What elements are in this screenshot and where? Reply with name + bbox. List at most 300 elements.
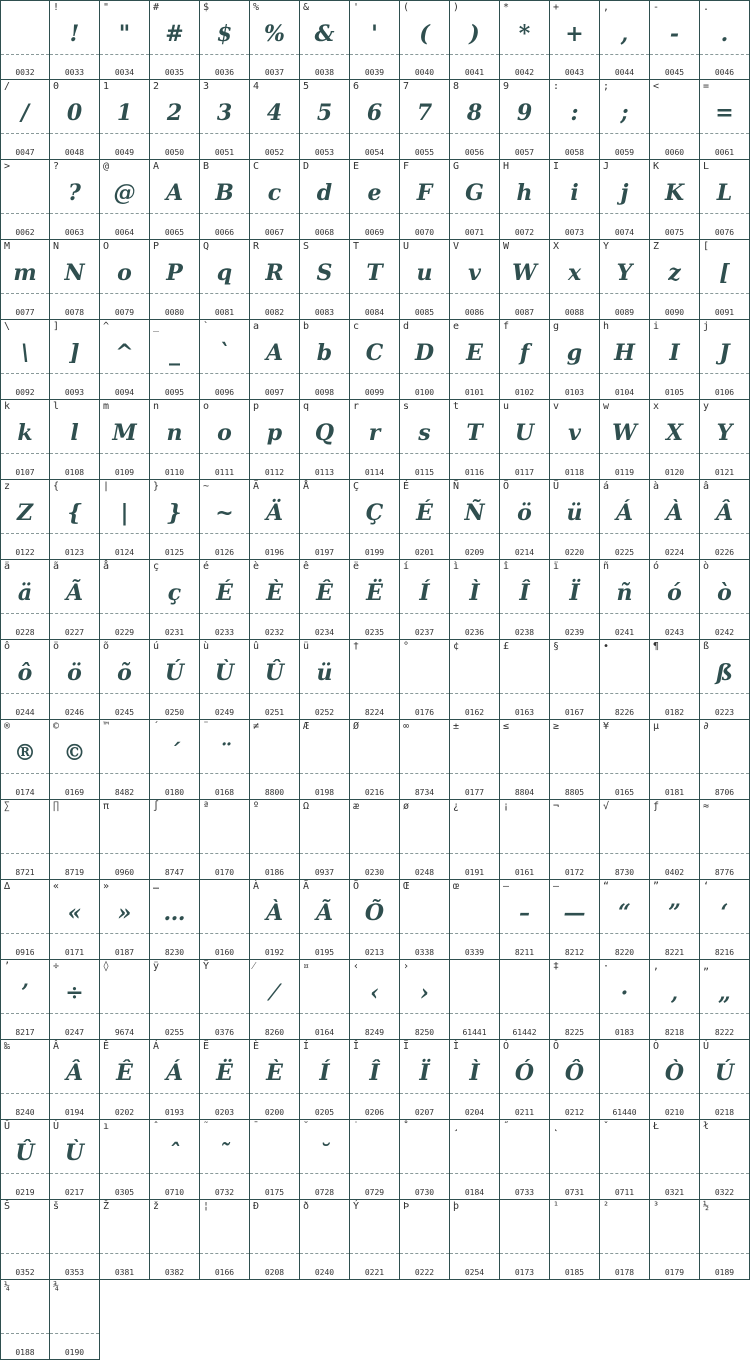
glyph-cell[interactable] [350, 1120, 400, 1200]
baseline-guide [150, 853, 199, 854]
glyph-cell[interactable] [0, 80, 50, 160]
glyph-cell[interactable] [200, 480, 250, 560]
glyph-cell[interactable] [400, 400, 450, 480]
glyph-cell[interactable] [450, 1120, 500, 1200]
baseline-guide [100, 933, 149, 934]
glyph-cell[interactable] [100, 80, 150, 160]
glyph-cell[interactable] [200, 560, 250, 640]
glyph-cell[interactable] [450, 800, 500, 880]
glyph-cell[interactable] [100, 960, 150, 1040]
glyph-cell[interactable] [250, 880, 300, 960]
glyph-cell[interactable] [300, 960, 350, 1040]
glyph-cell[interactable] [700, 320, 750, 400]
glyph-cell[interactable] [500, 480, 550, 560]
glyph-cell[interactable] [500, 640, 550, 720]
glyph-cell[interactable] [550, 240, 600, 320]
glyph-cell[interactable] [400, 160, 450, 240]
glyph-cell[interactable] [50, 240, 100, 320]
glyph-cell[interactable] [200, 640, 250, 720]
glyph-cell[interactable] [600, 800, 650, 880]
glyph-cell[interactable] [600, 640, 650, 720]
baseline-guide [500, 693, 549, 694]
glyph-cell[interactable] [450, 0, 500, 80]
glyph-cell[interactable] [650, 720, 700, 800]
glyph-cell[interactable] [550, 400, 600, 480]
glyph-cell[interactable] [300, 800, 350, 880]
glyph-cell[interactable] [300, 320, 350, 400]
glyph-cell[interactable] [50, 1280, 100, 1360]
glyph-cell[interactable] [350, 560, 400, 640]
glyph-cell[interactable] [650, 880, 700, 960]
glyph-cell[interactable] [350, 480, 400, 560]
glyph-cell[interactable] [250, 960, 300, 1040]
glyph-cell[interactable] [350, 720, 400, 800]
glyph-cell[interactable] [150, 80, 200, 160]
glyph-cell[interactable] [150, 800, 200, 880]
glyph-cell[interactable] [400, 880, 450, 960]
glyph-cell[interactable] [50, 640, 100, 720]
glyph-cell[interactable] [200, 960, 250, 1040]
baseline-guide [150, 1173, 199, 1174]
glyph-cell[interactable] [700, 720, 750, 800]
character-label: ! [53, 2, 60, 13]
glyph-cell[interactable] [50, 480, 100, 560]
character-label: K [653, 161, 660, 172]
glyph-cell[interactable] [50, 1200, 100, 1280]
glyph-cell[interactable] [450, 400, 500, 480]
glyph-cell[interactable] [550, 800, 600, 880]
glyph-cell[interactable] [250, 480, 300, 560]
glyph-cell[interactable] [600, 1040, 650, 1120]
glyph-cell[interactable] [550, 160, 600, 240]
glyph-cell[interactable] [250, 240, 300, 320]
glyph-cell[interactable] [250, 1040, 300, 1120]
glyph-sample: A [165, 180, 184, 206]
glyph-cell[interactable] [50, 880, 100, 960]
glyph-cell[interactable] [700, 640, 750, 720]
glyph-cell[interactable] [700, 1040, 750, 1120]
glyph-cell[interactable] [50, 1040, 100, 1120]
glyph-cell[interactable] [650, 320, 700, 400]
glyph-cell[interactable] [650, 0, 700, 80]
glyph-cell[interactable] [50, 960, 100, 1040]
glyph-cell[interactable] [150, 720, 200, 800]
glyph-cell[interactable] [150, 160, 200, 240]
baseline-guide [450, 773, 499, 774]
glyph-cell[interactable] [600, 160, 650, 240]
character-code: 0181 [664, 788, 685, 797]
glyph-cell[interactable] [700, 0, 750, 80]
character-code: 0077 [15, 308, 35, 317]
character-label: 4 [253, 81, 260, 92]
glyph-cell[interactable] [0, 1200, 50, 1280]
glyph-cell[interactable] [300, 240, 350, 320]
glyph-cell[interactable] [250, 0, 300, 80]
glyph-cell[interactable] [650, 160, 700, 240]
glyph-cell[interactable] [150, 320, 200, 400]
glyph-cell[interactable] [500, 800, 550, 880]
glyph-cell[interactable] [500, 1200, 550, 1280]
glyph-cell[interactable] [0, 480, 50, 560]
glyph-cell[interactable] [100, 480, 150, 560]
glyph-cell[interactable] [100, 0, 150, 80]
glyph-cell[interactable] [200, 240, 250, 320]
glyph-cell[interactable] [400, 560, 450, 640]
glyph-cell[interactable] [550, 1120, 600, 1200]
glyph-cell[interactable] [650, 960, 700, 1040]
glyph-cell[interactable] [600, 560, 650, 640]
glyph-cell[interactable] [600, 1120, 650, 1200]
glyph-cell[interactable] [100, 1040, 150, 1120]
glyph-cell[interactable] [300, 160, 350, 240]
glyph-cell[interactable] [150, 1200, 200, 1280]
glyph-cell[interactable] [500, 720, 550, 800]
glyph-cell[interactable] [350, 0, 400, 80]
glyph-cell[interactable] [300, 880, 350, 960]
glyph-cell[interactable] [100, 320, 150, 400]
character-label: Š [4, 1201, 11, 1212]
character-code: 0209 [464, 548, 485, 557]
glyph-cell[interactable] [100, 1120, 150, 1200]
character-label: Ž [103, 1201, 110, 1212]
glyph-cell[interactable] [0, 560, 50, 640]
glyph-cell[interactable] [400, 640, 450, 720]
glyph-cell[interactable] [50, 800, 100, 880]
glyph-cell[interactable] [600, 240, 650, 320]
character-label: r [353, 401, 360, 412]
glyph-cell[interactable] [250, 80, 300, 160]
glyph-cell[interactable] [550, 0, 600, 80]
glyph-cell[interactable] [250, 1120, 300, 1200]
glyph-cell[interactable] [700, 160, 750, 240]
glyph-cell[interactable] [300, 480, 350, 560]
glyph-cell[interactable] [500, 320, 550, 400]
character-label: Q [203, 241, 210, 252]
character-code: 0220 [564, 548, 585, 557]
glyph-cell[interactable] [100, 560, 150, 640]
glyph-sample: = [715, 100, 734, 126]
glyph-cell[interactable] [700, 800, 750, 880]
glyph-cell[interactable] [700, 960, 750, 1040]
glyph-cell[interactable] [650, 240, 700, 320]
glyph-cell[interactable] [200, 880, 250, 960]
glyph-cell[interactable] [150, 240, 200, 320]
glyph-cell[interactable] [400, 1120, 450, 1200]
glyph-cell[interactable] [700, 880, 750, 960]
glyph-cell[interactable] [350, 1040, 400, 1120]
glyph-sample: k [17, 420, 33, 446]
glyph-cell[interactable] [300, 0, 350, 80]
glyph-cell[interactable] [700, 1120, 750, 1200]
glyph-cell[interactable] [400, 800, 450, 880]
glyph-cell[interactable] [50, 400, 100, 480]
glyph-cell[interactable] [50, 1120, 100, 1200]
character-code: 0085 [414, 308, 435, 317]
glyph-cell[interactable] [200, 400, 250, 480]
glyph-cell[interactable] [550, 720, 600, 800]
glyph-cell[interactable] [0, 240, 50, 320]
glyph-cell[interactable] [250, 1200, 300, 1280]
baseline-guide [500, 1013, 549, 1014]
glyph-cell[interactable] [0, 640, 50, 720]
baseline-guide [50, 54, 99, 55]
glyph-cell[interactable] [100, 400, 150, 480]
glyph-cell[interactable] [300, 80, 350, 160]
glyph-cell[interactable] [700, 80, 750, 160]
glyph-cell[interactable] [500, 1120, 550, 1200]
glyph-cell[interactable] [200, 0, 250, 80]
character-code: 0162 [464, 708, 485, 717]
glyph-cell[interactable] [150, 960, 200, 1040]
character-code: 0232 [264, 628, 285, 637]
glyph-cell[interactable] [450, 880, 500, 960]
glyph-cell[interactable] [0, 320, 50, 400]
glyph-cell[interactable] [150, 1040, 200, 1120]
glyph-cell[interactable] [0, 0, 50, 80]
glyph-cell[interactable] [700, 560, 750, 640]
glyph-sample: Ë [366, 580, 383, 606]
character-code: 0254 [464, 1268, 485, 1277]
glyph-cell[interactable] [100, 160, 150, 240]
glyph-cell[interactable] [500, 880, 550, 960]
glyph-cell[interactable] [400, 80, 450, 160]
glyph-cell[interactable] [550, 1040, 600, 1120]
glyph-cell[interactable] [700, 1200, 750, 1280]
glyph-cell[interactable] [550, 320, 600, 400]
glyph-cell[interactable] [150, 400, 200, 480]
glyph-cell[interactable] [250, 320, 300, 400]
glyph-cell[interactable] [550, 80, 600, 160]
glyph-cell[interactable] [350, 960, 400, 1040]
glyph-cell[interactable] [400, 1040, 450, 1120]
character-code: 0195 [314, 948, 335, 957]
glyph-cell[interactable] [150, 1120, 200, 1200]
glyph-cell[interactable] [150, 640, 200, 720]
glyph-cell[interactable] [600, 80, 650, 160]
glyph-cell[interactable] [650, 640, 700, 720]
glyph-cell[interactable] [650, 800, 700, 880]
glyph-cell[interactable] [50, 560, 100, 640]
glyph-cell[interactable] [0, 400, 50, 480]
glyph-cell[interactable] [400, 0, 450, 80]
glyph-cell[interactable] [600, 960, 650, 1040]
glyph-cell[interactable] [650, 1200, 700, 1280]
baseline-guide [300, 853, 349, 854]
glyph-cell[interactable] [50, 320, 100, 400]
glyph-cell[interactable] [150, 480, 200, 560]
character-label: & [303, 2, 310, 13]
glyph-cell[interactable] [300, 720, 350, 800]
character-label: Ö [503, 481, 510, 492]
glyph-cell[interactable] [350, 80, 400, 160]
glyph-cell[interactable] [300, 560, 350, 640]
glyph-cell[interactable] [200, 1200, 250, 1280]
glyph-cell[interactable] [150, 0, 200, 80]
glyph-cell[interactable] [300, 1200, 350, 1280]
glyph-cell[interactable] [300, 1120, 350, 1200]
glyph-cell[interactable] [650, 80, 700, 160]
glyph-cell[interactable] [0, 960, 50, 1040]
glyph-cell[interactable] [350, 1200, 400, 1280]
glyph-cell[interactable] [300, 400, 350, 480]
glyph-cell[interactable] [300, 1040, 350, 1120]
glyph-cell[interactable] [350, 880, 400, 960]
glyph-cell[interactable] [0, 1120, 50, 1200]
glyph-cell[interactable] [350, 240, 400, 320]
character-code: 0203 [214, 1108, 235, 1117]
glyph-cell[interactable] [650, 1040, 700, 1120]
glyph-cell[interactable] [600, 320, 650, 400]
baseline-guide [350, 453, 399, 454]
character-code: 0227 [64, 628, 85, 637]
character-code: 0226 [714, 548, 735, 557]
glyph-cell[interactable] [550, 960, 600, 1040]
glyph-cell[interactable] [600, 1200, 650, 1280]
glyph-cell[interactable] [250, 800, 300, 880]
glyph-cell[interactable] [500, 1040, 550, 1120]
glyph-cell[interactable] [450, 320, 500, 400]
glyph-cell[interactable] [450, 160, 500, 240]
character-code: 8747 [164, 868, 185, 877]
glyph-cell[interactable] [200, 1120, 250, 1200]
glyph-sample: s [418, 420, 431, 446]
baseline-guide [500, 533, 549, 534]
glyph-cell[interactable] [100, 640, 150, 720]
glyph-cell[interactable] [350, 160, 400, 240]
glyph-cell[interactable] [0, 720, 50, 800]
glyph-cell[interactable] [200, 800, 250, 880]
glyph-cell[interactable] [250, 400, 300, 480]
glyph-cell[interactable] [0, 1040, 50, 1120]
glyph-cell[interactable] [100, 880, 150, 960]
baseline-guide [250, 133, 299, 134]
glyph-cell[interactable] [50, 80, 100, 160]
glyph-cell[interactable] [650, 400, 700, 480]
glyph-cell[interactable] [500, 960, 550, 1040]
baseline-guide [300, 373, 349, 374]
glyph-cell[interactable] [200, 160, 250, 240]
baseline-guide [100, 773, 149, 774]
glyph-cell[interactable] [500, 560, 550, 640]
glyph-cell[interactable] [550, 1200, 600, 1280]
glyph-cell[interactable] [250, 160, 300, 240]
glyph-cell[interactable] [600, 720, 650, 800]
glyph-cell[interactable] [400, 720, 450, 800]
glyph-cell[interactable] [150, 880, 200, 960]
glyph-sample: T [466, 420, 483, 446]
glyph-cell[interactable] [50, 0, 100, 80]
glyph-cell[interactable] [450, 480, 500, 560]
character-label: ‡ [553, 961, 560, 972]
glyph-cell[interactable] [250, 640, 300, 720]
glyph-cell[interactable] [550, 880, 600, 960]
baseline-guide [400, 373, 449, 374]
glyph-cell[interactable] [600, 880, 650, 960]
glyph-cell[interactable] [650, 560, 700, 640]
glyph-cell[interactable] [400, 480, 450, 560]
glyph-sample: l [70, 420, 79, 446]
character-code: 61442 [512, 1028, 537, 1037]
glyph-cell[interactable] [400, 1200, 450, 1280]
glyph-cell[interactable] [200, 1040, 250, 1120]
glyph-cell[interactable] [350, 320, 400, 400]
baseline-guide [100, 373, 149, 374]
glyph-cell[interactable] [0, 160, 50, 240]
glyph-cell[interactable] [100, 1200, 150, 1280]
glyph-cell[interactable] [200, 320, 250, 400]
glyph-cell[interactable] [500, 0, 550, 80]
glyph-cell[interactable] [500, 160, 550, 240]
baseline-guide [1, 933, 49, 934]
glyph-cell[interactable] [200, 720, 250, 800]
glyph-sample: v [568, 420, 581, 446]
glyph-cell[interactable] [600, 480, 650, 560]
glyph-cell[interactable] [350, 400, 400, 480]
character-label: É [403, 481, 410, 492]
glyph-cell[interactable] [250, 560, 300, 640]
glyph-cell[interactable] [700, 400, 750, 480]
glyph-cell[interactable] [500, 400, 550, 480]
glyph-cell[interactable] [550, 640, 600, 720]
glyph-cell[interactable] [450, 80, 500, 160]
character-label: 2 [153, 81, 160, 92]
glyph-cell[interactable] [450, 1200, 500, 1280]
glyph-cell[interactable] [0, 1280, 50, 1360]
glyph-cell[interactable] [450, 640, 500, 720]
glyph-cell[interactable] [100, 720, 150, 800]
glyph-cell[interactable] [350, 800, 400, 880]
glyph-cell[interactable] [400, 960, 450, 1040]
glyph-cell[interactable] [400, 320, 450, 400]
glyph-cell[interactable] [650, 480, 700, 560]
glyph-cell[interactable] [0, 880, 50, 960]
glyph-cell[interactable] [200, 80, 250, 160]
glyph-cell[interactable] [250, 720, 300, 800]
glyph-cell[interactable] [50, 720, 100, 800]
glyph-cell[interactable] [150, 560, 200, 640]
glyph-cell[interactable] [350, 640, 400, 720]
character-label: _ [153, 321, 160, 332]
glyph-cell[interactable] [300, 640, 350, 720]
character-code: 0107 [15, 468, 35, 477]
glyph-sample: ! [69, 21, 80, 47]
glyph-cell[interactable] [450, 1040, 500, 1120]
glyph-cell[interactable] [500, 240, 550, 320]
character-label: ³ [653, 1201, 660, 1212]
glyph-cell[interactable] [0, 800, 50, 880]
glyph-cell[interactable] [50, 160, 100, 240]
glyph-cell[interactable] [600, 400, 650, 480]
glyph-cell[interactable] [650, 1120, 700, 1200]
glyph-cell[interactable] [100, 800, 150, 880]
glyph-cell[interactable] [450, 720, 500, 800]
glyph-cell[interactable] [500, 80, 550, 160]
baseline-guide [450, 693, 499, 694]
glyph-cell[interactable] [450, 240, 500, 320]
glyph-sample: M [112, 420, 137, 446]
glyph-cell[interactable] [600, 0, 650, 80]
glyph-cell[interactable] [550, 560, 600, 640]
baseline-guide [200, 133, 249, 134]
glyph-cell[interactable] [550, 480, 600, 560]
glyph-cell[interactable] [700, 240, 750, 320]
baseline-guide [300, 54, 349, 55]
glyph-cell[interactable] [450, 560, 500, 640]
glyph-cell[interactable] [100, 240, 150, 320]
glyph-cell[interactable] [450, 960, 500, 1040]
glyph-cell[interactable] [400, 240, 450, 320]
glyph-cell[interactable] [700, 480, 750, 560]
